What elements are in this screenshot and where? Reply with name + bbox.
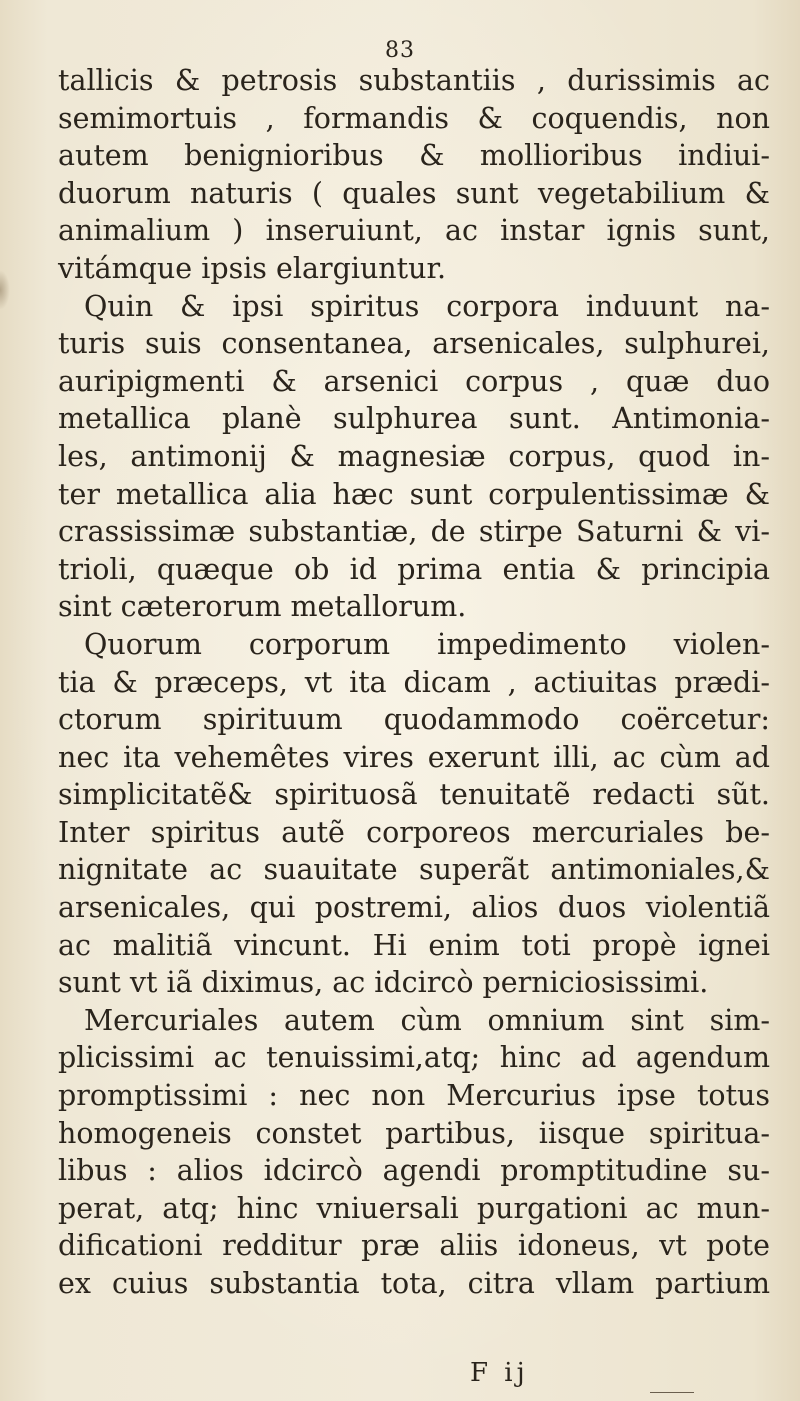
text-line: ctorum spirituum quodammodo coërcetur: bbox=[58, 703, 770, 737]
text-line: promptissimi : nec non Mercurius ipse totus bbox=[58, 1079, 770, 1113]
text-line: ac malitiã vincunt. Hi enim toti propè ignei bbox=[58, 928, 770, 962]
signature-mark: F ij bbox=[470, 1358, 529, 1388]
catchword-rule bbox=[650, 1392, 694, 1393]
text-line: animalium ) inseruiunt, ac instar ignis sunt, bbox=[58, 214, 770, 248]
text-line: autem benignioribus & mollioribus indiui- bbox=[58, 139, 770, 173]
text-line: plicissimi ac tenuissimi,atq; hinc ad agendum bbox=[58, 1041, 770, 1075]
text-line: tia & præceps, vt ita dicam , actiuitas prædi- bbox=[58, 665, 770, 699]
page-edge-stain bbox=[0, 270, 10, 310]
text-line: nec ita vehemêtes vires exerunt illi, ac cùm ad bbox=[58, 740, 770, 774]
text-line: Mercuriales autem cùm omnium sint sim- bbox=[84, 1003, 770, 1037]
text-line: Quin & ipsi spiritus corpora induunt na- bbox=[84, 289, 770, 323]
page-number: 83 bbox=[385, 38, 415, 63]
text-line: simplicitatẽ& spirituosã tenuitatẽ redacti sũt. bbox=[58, 778, 770, 812]
text-line: nignitate ac suauitate superãt antimoniales,& bbox=[58, 853, 770, 887]
text-line: metallica planè sulphurea sunt. Antimonia- bbox=[58, 402, 770, 436]
text-line: arsenicales, qui postremi, alios duos violentiã bbox=[58, 891, 770, 925]
text-line: homogeneis constet partibus, iisque spiritua- bbox=[58, 1116, 770, 1150]
text-line: duorum naturis ( quales sunt vegetabilium & bbox=[58, 176, 770, 210]
text-line: turis suis consentanea, arsenicales, sulphurei, bbox=[58, 327, 770, 361]
text-line: ter metallica alia hæc sunt corpulentissimæ & bbox=[58, 477, 770, 511]
text-line: Inter spiritus autẽ corporeos mercuriales be- bbox=[58, 815, 770, 849]
text-line: semimortuis , formandis & coquendis, non bbox=[58, 101, 770, 135]
text-line: tallicis & petrosis substantiis , durissimis ac bbox=[58, 64, 770, 97]
text-line: les, antimonij & magnesiæ corpus, quod in- bbox=[58, 439, 770, 473]
text-line: Quorum corporum impedimento violen- bbox=[84, 627, 770, 661]
text-line: crassissimæ substantiæ, de stirpe Saturni & vi- bbox=[58, 515, 770, 549]
text-line: dificationi redditur præ aliis idoneus, vt pote bbox=[58, 1229, 770, 1263]
text-line: sint cæterorum metallorum. bbox=[58, 590, 467, 624]
text-line: sunt vt iã diximus, ac idcircò perniciosissimi. bbox=[58, 966, 709, 1000]
text-line: auripigmenti & arsenici corpus , quæ duo bbox=[58, 364, 770, 398]
body-text bbox=[58, 62, 770, 1303]
text-line: ex cuius substantia tota, citra vllam partium bbox=[58, 1267, 770, 1300]
text-line: vitámque ipsis elargiuntur. bbox=[58, 251, 447, 285]
text-line: perat, atq; hinc vniuersali purgationi ac mun- bbox=[58, 1191, 770, 1225]
text-line: trioli, quæque ob id prima entia & principia bbox=[58, 552, 770, 586]
text-line: libus : alios idcircò agendi promptitudine su- bbox=[58, 1154, 770, 1188]
